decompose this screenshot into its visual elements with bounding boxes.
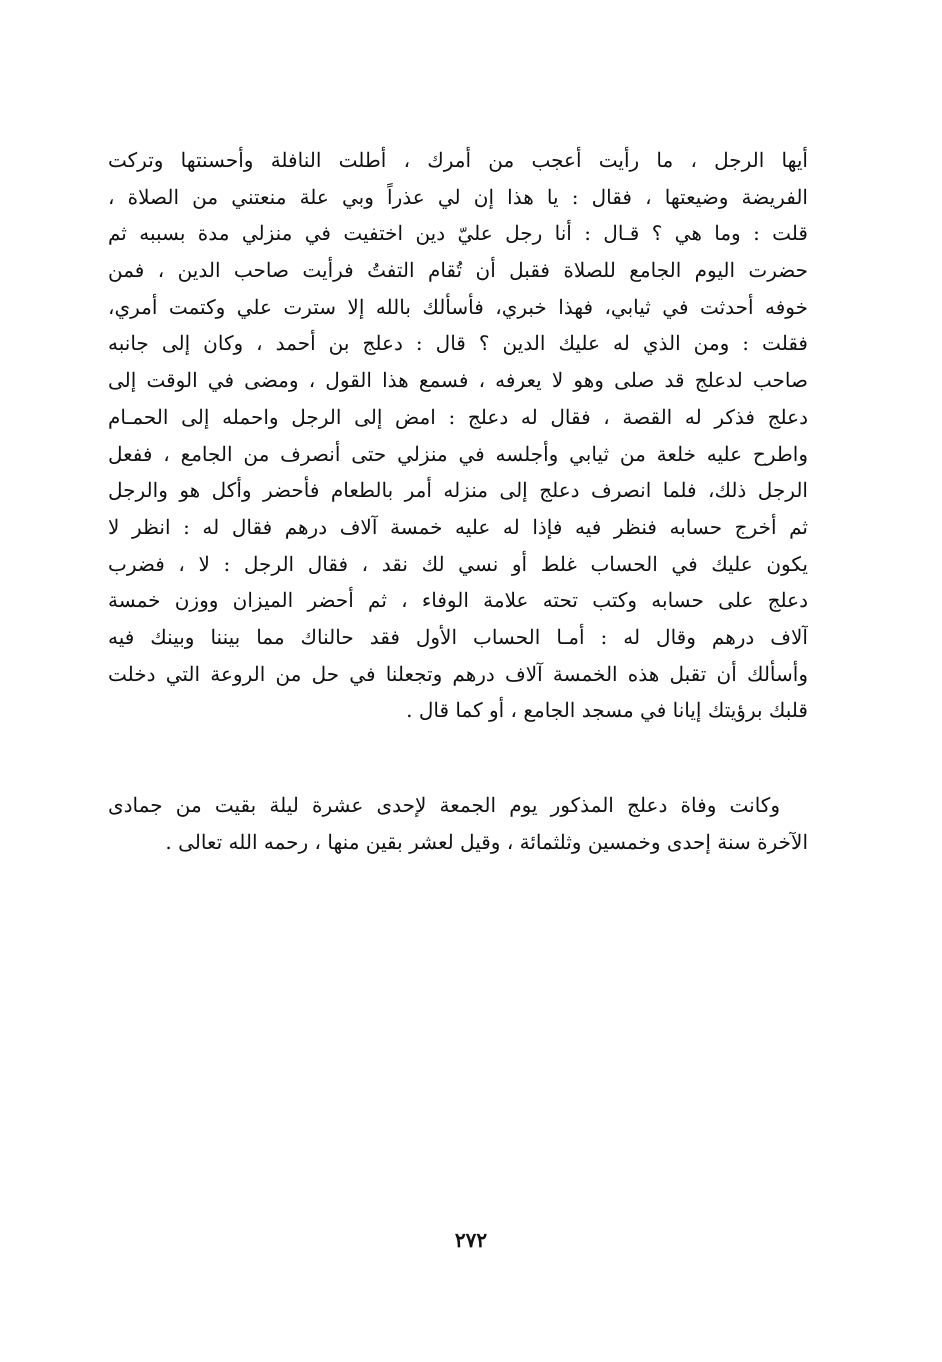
- text-line: دعلج على حسابه وكتب تحته علامة الوفاء ، ثم أحضر الميزان ووزن خمسة: [108, 588, 808, 613]
- text-line: يكون عليك في الحساب غلط أو نسي لك نقد ، فقال الرجل : لا ، فضرب: [108, 551, 808, 576]
- text-line: خوفه أحدثت في ثيابي، فهذا خبري، فأسألك بالله إلا سترت علي وكتمت أمري،: [108, 294, 808, 319]
- page-number: ٢٧٢: [454, 1228, 488, 1252]
- text-line: حضرت اليوم الجامع للصلاة فقبل أن تُقام التفتُ فرأيت صاحب الدين ، فمن: [108, 258, 808, 283]
- text-line: وكانت وفاة دعلج المذكور يوم الجمعة لإحدى عشرة ليلة بقيت من جمادى: [108, 793, 780, 817]
- text-line: واطرح عليه خلعة من ثيابي وأجلسه في منزلي حتى أنصرف من الجامع ، ففعل: [108, 441, 808, 466]
- text-line: دعلج فذكر له القصة ، فقال له دعلج : امض إلى الرجل واحمله إلى الحمـام: [108, 404, 808, 429]
- text-line: الفريضة وضيعتها ، فقال : يا هذا إن لي عذراً وبي علة منعتني من الصلاة ،: [108, 184, 808, 209]
- text-line: وأسألك أن تقبل هذه الخمسة آلاف درهم وتجعلنا في حل من الروعة التي دخلت: [108, 661, 808, 686]
- text-line: فقلت : ومن الذي له عليك الدين ؟ قال : دعلج بن أحمد ، وكان إلى جانبه: [108, 331, 808, 356]
- text-line: الرجل ذلك، فلما انصرف دعلج إلى منزله أمر بالطعام فأحضر وأكل هو والرجل: [108, 478, 808, 503]
- text-line: ثم أخرج حسابه فنظر فيه فإذا له عليه خمسة آلاف درهم فقال له : انظر لا: [108, 514, 808, 539]
- paragraph-death-date: [108, 787, 808, 860]
- text-line: أيها الرجل ، ما رأيت أعجب من أمرك ، أطلت النافلة وأحسنتها وتركت: [108, 148, 808, 172]
- text-line: قلت : وما هي ؟ قـال : أنا رجل عليّ دين اختفيت في منزلي مدة بسببه ثم: [108, 221, 808, 246]
- text-line: الآخرة سنة إحدى وخمسين وثلثمائة ، وقيل لعشر بقين منها ، رحمه الله تعالى .: [165, 829, 808, 854]
- text-line: آلاف درهم وقال له : أمـا الحساب الأول فقد حالناك مما بيننا وبينك فيه: [108, 624, 808, 649]
- paragraph-story: [108, 142, 808, 729]
- text-line: قلبك برؤيتك إيانا في مسجد الجامع ، أو كما قال .: [406, 698, 808, 723]
- text-line: صاحب لدعلج قد صلى وهو لا يعرفه ، فسمع هذا القول ، ومضى في الوقت إلى: [108, 368, 808, 393]
